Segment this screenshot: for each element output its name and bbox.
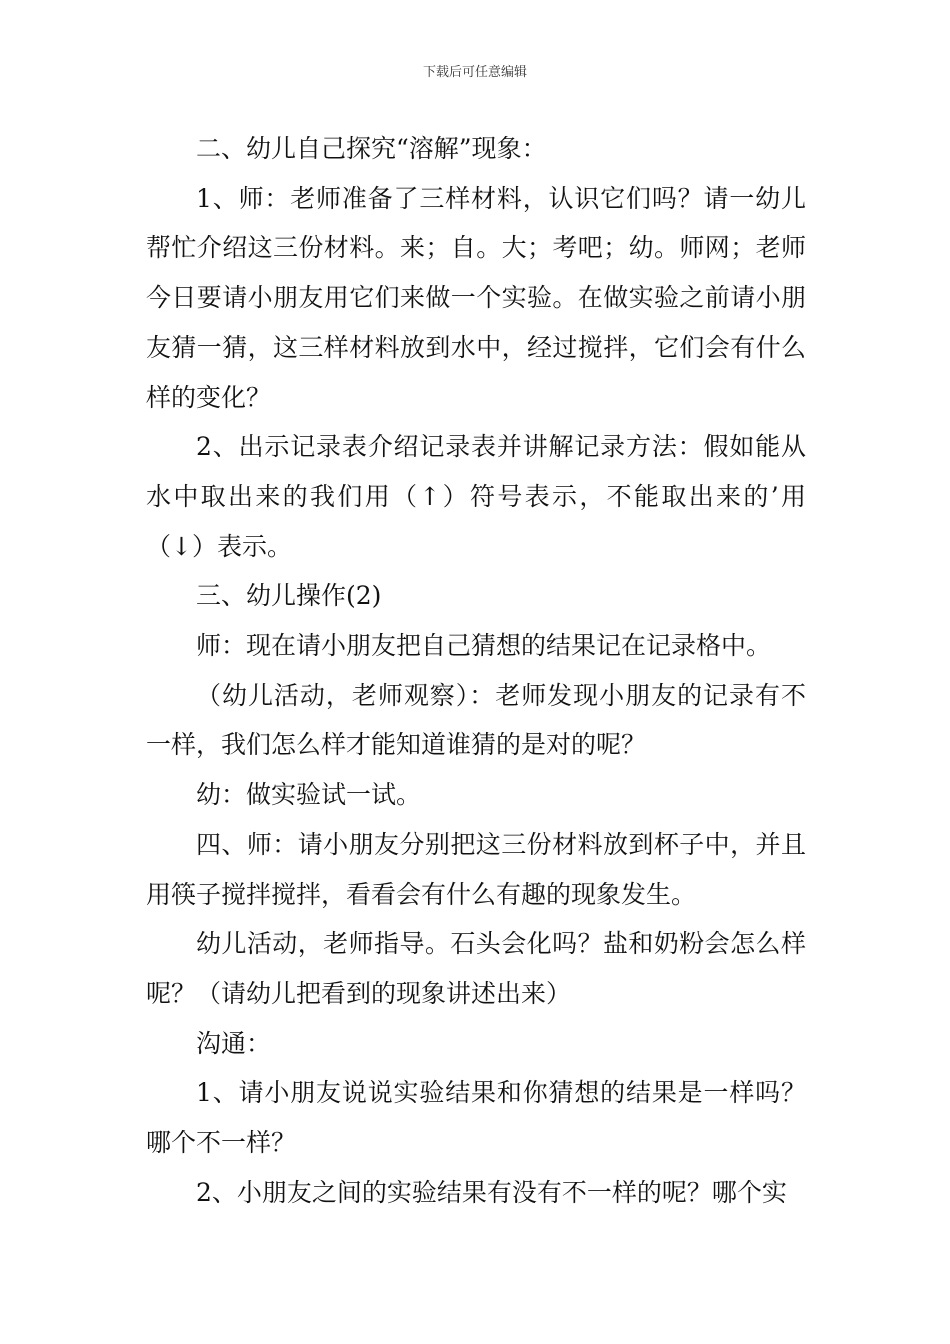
paragraph-section-2-heading: 二、幼儿自己探究“溶解”现象： [196, 134, 547, 163]
paragraph-communication-heading: 沟通： [196, 1028, 272, 1058]
paragraph-record-method: 2、出示记录表介绍记录表并讲解记录方法：假如能从水中取出来的我们用（↑）符号表示，不能取出来的’用（↓）表示。 [146, 432, 806, 561]
paragraph-communication-1: 1、请小朋友说说实验结果和你猜想的结果是一样吗？哪个不一样？ [146, 1078, 806, 1158]
paragraph-guidance: 幼儿活动，老师指导。石头会化吗？盐和奶粉会怎么样呢？（请幼儿把看到的现象讲述出来） [146, 929, 806, 1008]
document-body [146, 124, 806, 1217]
paragraph-section-4: 四、师：请小朋友分别把这三份材料放到杯子中，并且用筷子搅拌搅拌，看看会有什么有趣的现象发生。 [146, 829, 806, 909]
paragraph-child-activity: （幼儿活动，老师观察）：老师发现小朋友的记录有不一样，我们怎么样才能知道谁猜的是对的呢？ [146, 680, 806, 760]
paragraph-teacher-instruction: 师：现在请小朋友把自己猜想的结果记在记录格中。 [196, 631, 772, 661]
paragraph-communication-2: 2、小朋友之间的实验结果有没有不一样的呢？哪个实 [196, 1177, 787, 1207]
paragraph-section-3-heading: 三、幼儿操作(2) [196, 581, 382, 611]
paragraph-materials-intro: 1、师：老师准备了三样材料，认识它们吗？请一幼儿帮忙介绍这三份材料。来；自。大；考吧；幼。师网；老师今日要请小朋友用它们来做一个实验。在做实验之前请小朋友猜一猜，这三样材料放到水中，经过搅拌，它们会有什么样的变化？ [146, 183, 806, 412]
page-header: 下载后可任意编辑 [422, 65, 527, 80]
paragraph-child-reply: 幼：做实验试一试。 [196, 780, 422, 810]
